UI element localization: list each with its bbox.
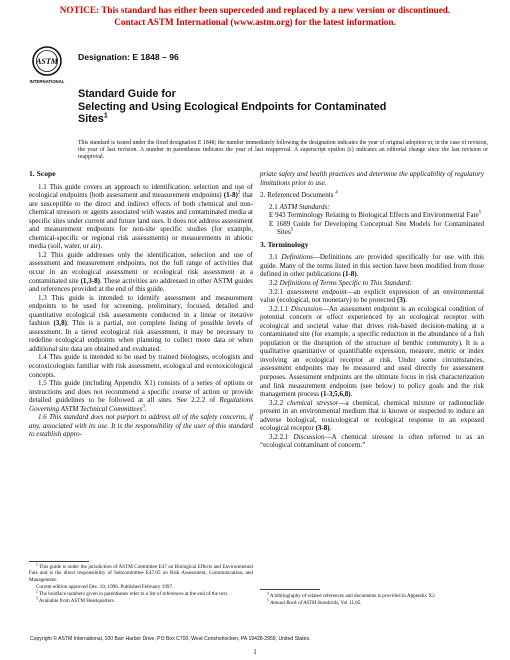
footnote-rule-left [29, 561, 89, 562]
paragraph-1-1: 1.1 This guide covers an approach to identification, selection and use of ecological endpoints (both assessment and measurement endpoints) $(1-8)^2$ that are susceptible to the direct and indirect effects of both chemical and non-chemical stressors or agents associated with wastes and contaminated media at specific sites under current and future land uses. It does not address assessment and measurement endpoints for non-site specific studies (for example, chemical-specific or regional risk assessments) or measurements in abiotic media (soil, water, or air). [29, 182, 253, 251]
footnote-2: $^2$ The boldface numbers given in parentheses refer to a list of references at the end of the text. [36, 589, 229, 598]
footnote-rule-right [260, 589, 320, 590]
paragraph-2-1: 2.1 ASTM Standards: [269, 202, 330, 211]
footnote-4: $^4$ A bibliography of related references and documents is provided in Appendix X2. [267, 591, 436, 599]
section-heading-scope: 1. Scope [29, 169, 56, 178]
left-column [29, 170, 253, 439]
copyright-line: Copyright © ASTM International, 100 Barr Harbor Drive, PO Box C700, West Conshohocken, PA 19428-2959, United States. [30, 636, 311, 642]
footnotes-right [260, 593, 484, 608]
designation: Designation: E 1848 – 96 [78, 52, 179, 62]
reference-e943: E 943 Terminology Relating to Biological Effects and Environmental Fate$^5$ [269, 210, 482, 220]
title-footnote-mark: 1 [103, 112, 108, 120]
paragraph-3-1: 3.1 Definitions—Definitions are provided specifically for use with this guide. Many of the terms listed in this section have been modified from those defined in other publications (1-8). [260, 253, 484, 279]
paragraph-1-6-continued: priate safety and health practices and determine the applicability of regulatory limitations prior to use. [260, 170, 484, 187]
logo-label: INTERNATIONAL [29, 79, 65, 84]
notice-line-1: NOTICE: This standard has either been superceded and replaced by a new version or discontinued. [59, 5, 451, 15]
footnote-1: $^1$ This guide is under the jurisdiction of ASTM Committee E47 on Biological Effects and Environmental Fate and is the direct responsibility of Subcommittee E47.05 on Risk Assessment, Communication, and Management. [29, 562, 253, 583]
paragraph-1-2: 1.2 This guide addresses only the identification, selection and use of assessment and measurement endpoints, not the full range of activities that occur in an ecological assessment or ecological risk assessment at a contaminated site (1,3-8). These activities are addressed in other ASTM guides and references provided at the end of this guide. [29, 250, 253, 294]
section-heading-referenced-documents: 2. Referenced Documents $^4$ [260, 190, 338, 200]
paragraph-3-2-2-1: 3.2.2.1 Discussion—A chemical stressor is often referred to as an “ecological contaminant of concern.” [260, 432, 484, 450]
paragraph-3-2-2: 3.2.2 chemical stressor—a chemical, chemical mixture or radionuclide present in an environmental medium that is known or suspected to induce an adverse biological, toxicological or ecological response in an exposed ecological receptor (3-8). [260, 398, 484, 433]
reference-e1689: E 1689 Guide for Developing Conceptual Site Models for Contaminated Sites$^5$ [269, 219, 484, 237]
document-title [78, 88, 478, 126]
svg-text:ASTM: ASTM [36, 57, 58, 66]
title-line-2: Selecting and Using Ecological Endpoints for Contaminated [78, 100, 387, 113]
paragraph-3-2: 3.2 Definitions of Terms Specific to This Standard: [269, 279, 412, 288]
paragraph-1-4: 1.4 This guide is intended to be used by trained biologists, ecologists and ecotoxicologists familiar with risk assessment, ecological and ecotoxicological concepts. [29, 353, 253, 379]
paragraph-3-2-1-1: 3.2.1.1 Discussion—An assessment endpoint is an ecological condition of potential concern or effect experienced by an ecological receptor with ecological and societal value that drives risk-based decision-making at a contaminated site (for example, a specific reduction in the abundance of a fish population or the disruption of the structure of benthic community). It is a qualitative quantitative or quantifiable expression, measure, metric or index involving an ecological receptor at risk. Under some circumstances, assessment endpoints may be measured and used directly for assessment purposes. Assessment endpoints are the ultimate focus in risk characterization and link measurement endpoints (see below) to policy goals and the risk management process (1-3,5,6,8). [260, 304, 485, 399]
paragraph-1-6: 1.6 This standard does not purport to address all of the safety concerns, if any, associated with its use. It is the responsibility of the user of this standard to establish appro- [29, 413, 253, 439]
notice-line-2: Contact ASTM International (www.astm.org) for the latest information. [114, 16, 396, 27]
right-column [260, 170, 484, 450]
paragraph-1-3: 1.3 This guide is intended to identify assessment and measurement endpoints to be used for screening, preliminary, focused, detailed and quantitative ecological risk assessments conducted in a linear or iterative fashion (3,8). This is a partial, not complete listing of possible levels of assessment. In a tiered ecological risk assessment, it may be necessary to redefine ecological endpoints when planning to collect more data or when additional site data are obtained and evaluated. [29, 293, 253, 353]
astm-logo-icon [29, 44, 65, 86]
paragraph-1-5: 1.5 This guide (including Appendix X1) consists of a series of options or instructions and does not recommend a specific course of action or provide detailed guidelines to be followed at all sites. See 2.2.2 of Regulations Governing ASTM Technical Committees$^3$. [29, 379, 253, 413]
footnote-1-edition: Current edition approved Dec. 10, 1996. Published February 1997. [36, 583, 174, 590]
issuance-note: This standard is issued under the fixed designation E 1848; the number immediately following the designation indicates the year of original adoption or, in the case of revision, the year of last revision. A number in parentheses indicates the year of last reapproval. A superscript epsilon (ε) indicates an editorial change since the last revision or reapproval. [78, 140, 488, 161]
title-line-1: Standard Guide for [78, 88, 176, 100]
title-line-3: Sites [78, 113, 104, 126]
paragraph-3-2-1: 3.2.1 assessment endpoint—an explicit expression of an environmental value (ecological, not monetary) to be protected (3). [260, 287, 484, 305]
footnote-3: $^3$ Available from ASTM Headquarters. [36, 596, 115, 605]
footnotes-left [29, 564, 253, 606]
footnote-5: $^5$ Annual Book of ASTM Standards, Vol 11.05. [267, 598, 362, 607]
page-number: 1 [253, 648, 257, 656]
section-heading-terminology: 3. Terminology [260, 239, 309, 249]
supersede-notice [0, 5, 510, 28]
